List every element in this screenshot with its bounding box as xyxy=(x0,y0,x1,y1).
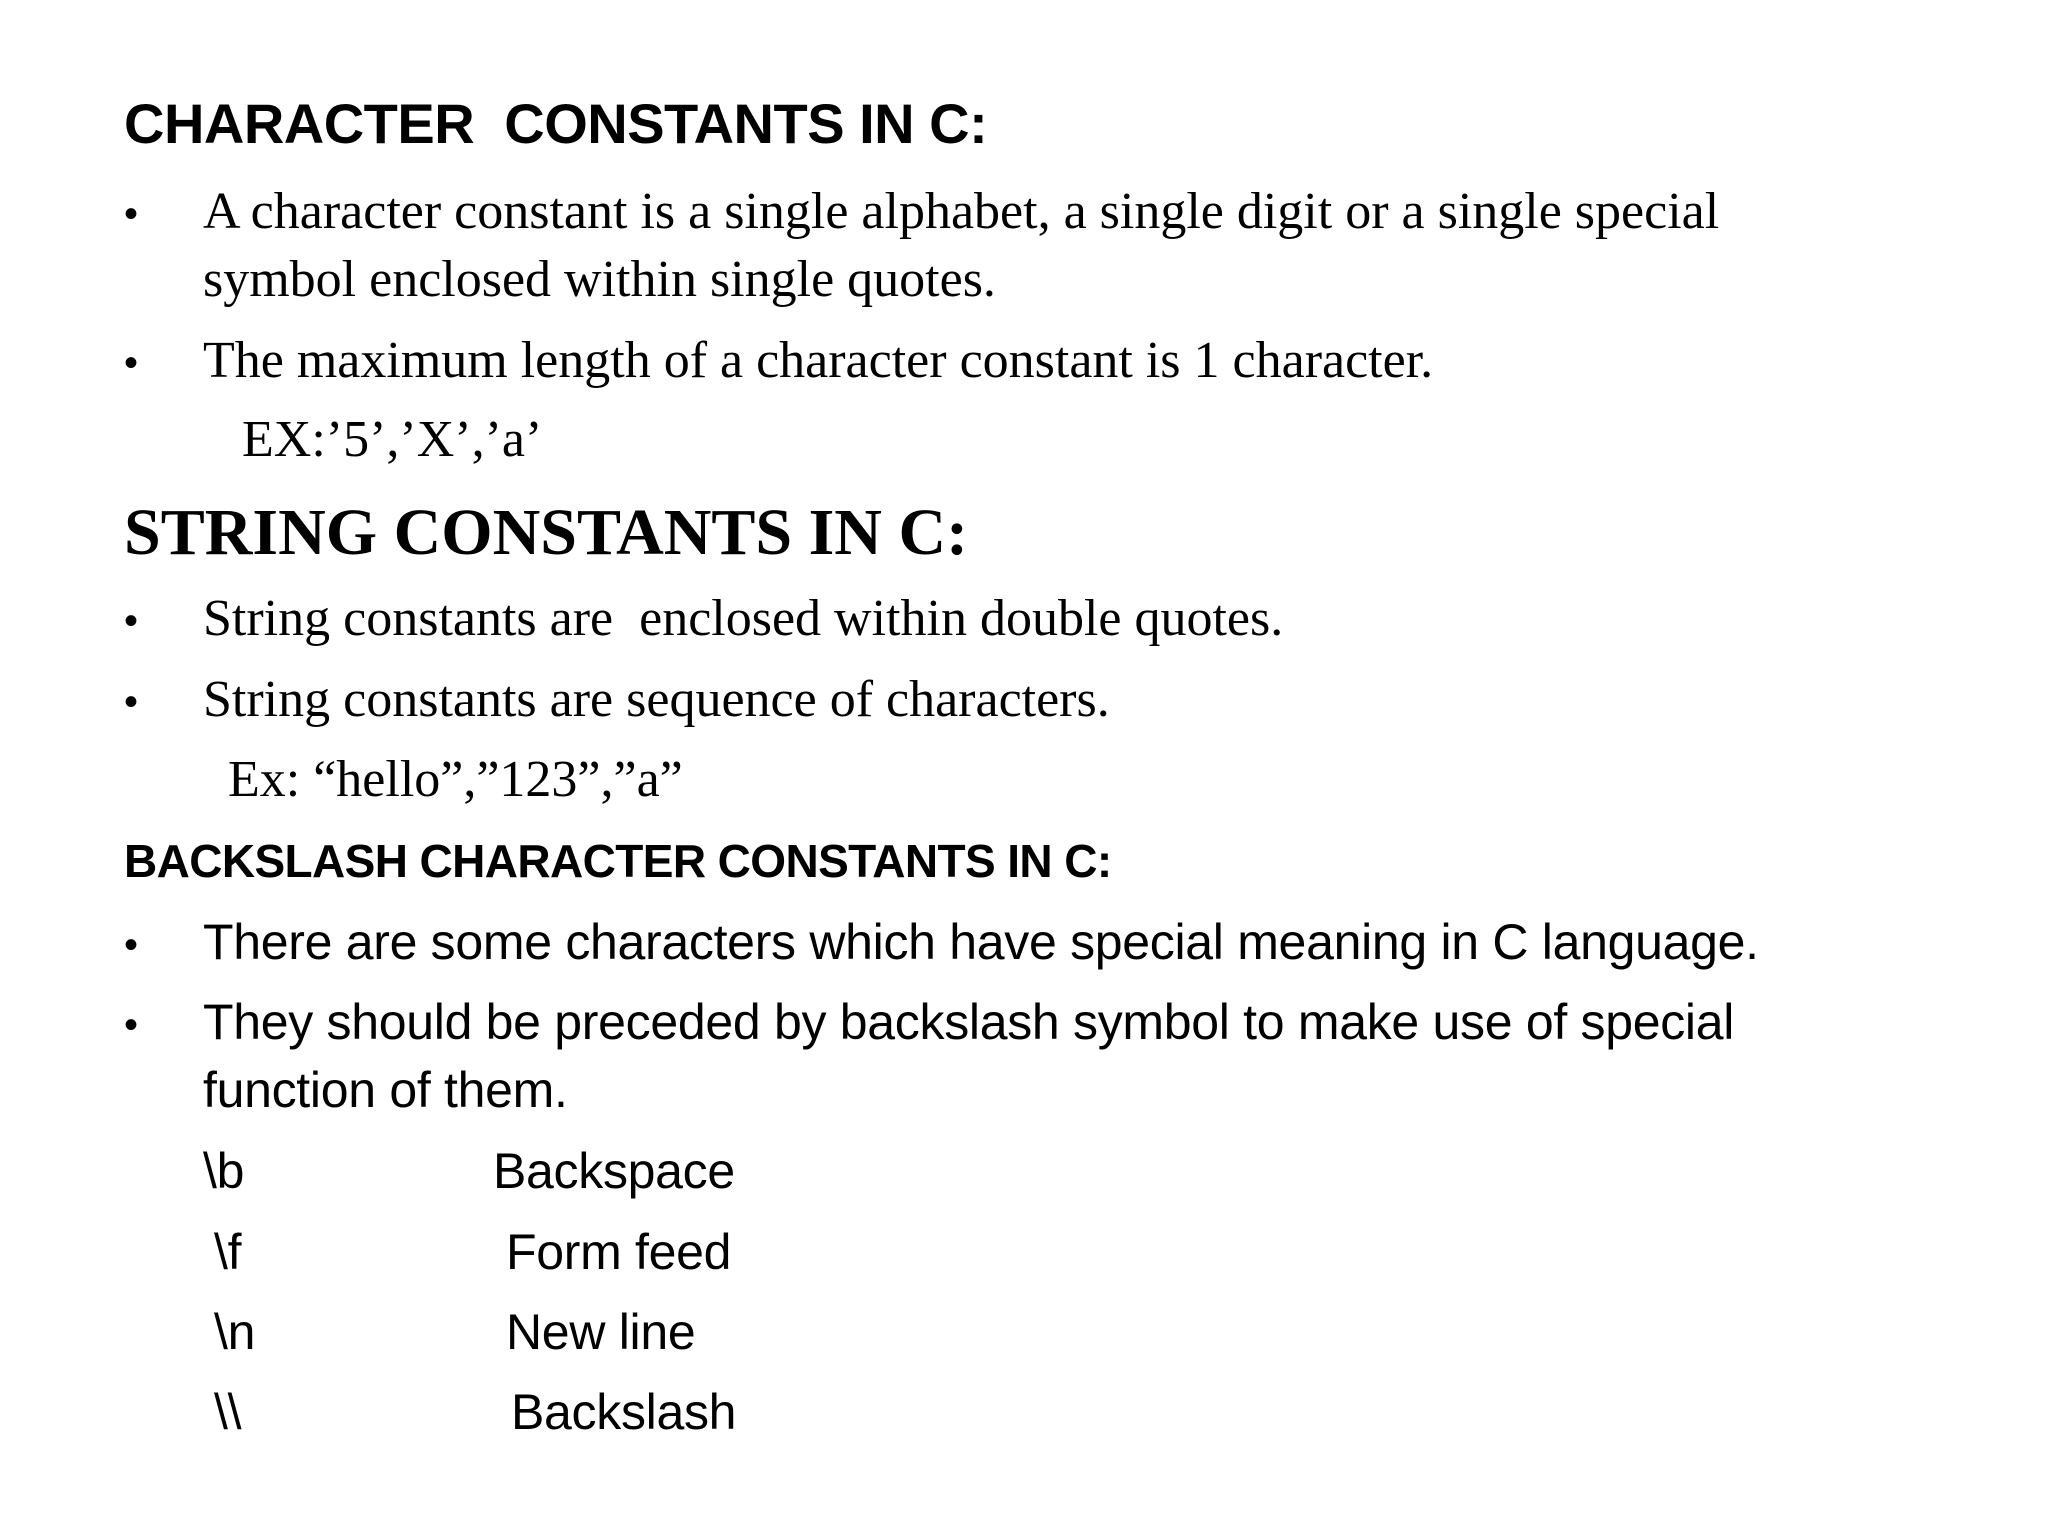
character-constants-heading: CHARACTER CONSTANTS IN C: xyxy=(124,92,988,155)
character-example: EX:’5’,’X’,’a’ xyxy=(242,411,543,468)
string-constants-heading: STRING CONSTANTS IN C: xyxy=(124,496,969,569)
bullet-icon: • xyxy=(124,192,139,236)
character-bullet-1-line-1: A character constant is a single alphabet, a single digit or a single special xyxy=(203,183,1720,240)
escape-meaning-form-feed: Form feed xyxy=(506,1224,732,1280)
bullet-icon: • xyxy=(124,680,139,724)
escape-meaning-backspace: Backspace xyxy=(493,1143,735,1199)
escape-meaning-new-line: New line xyxy=(506,1304,696,1360)
escape-code-new-line: \n xyxy=(214,1304,256,1360)
bullet-icon: • xyxy=(124,923,139,967)
backslash-constants-heading: BACKSLASH CHARACTER CONSTANTS IN C: xyxy=(124,835,1112,887)
escape-code-backspace: \b xyxy=(203,1143,245,1199)
character-bullet-1-line-2: symbol enclosed within single quotes. xyxy=(203,251,996,308)
escape-code-form-feed: \f xyxy=(214,1224,242,1280)
escape-code-backslash: \\ xyxy=(214,1384,242,1440)
string-bullet-1: String constants are enclosed within double quotes. xyxy=(203,590,1284,647)
character-bullet-2: The maximum length of a character constant is 1 character. xyxy=(203,332,1434,389)
escape-meaning-backslash: Backslash xyxy=(511,1384,737,1440)
bullet-icon: • xyxy=(124,599,139,643)
string-bullet-2: String constants are sequence of characters. xyxy=(203,671,1110,728)
backslash-bullet-2-line-2: function of them. xyxy=(203,1062,568,1118)
bullet-icon: • xyxy=(124,1003,139,1047)
bullet-icon: • xyxy=(124,341,139,385)
backslash-bullet-2-line-1: They should be preceded by backslash symbol to make use of special xyxy=(203,994,1735,1050)
string-example: Ex: “hello”,”123”,”a” xyxy=(228,751,683,808)
backslash-bullet-1: There are some characters which have special meaning in C language. xyxy=(203,914,1759,970)
